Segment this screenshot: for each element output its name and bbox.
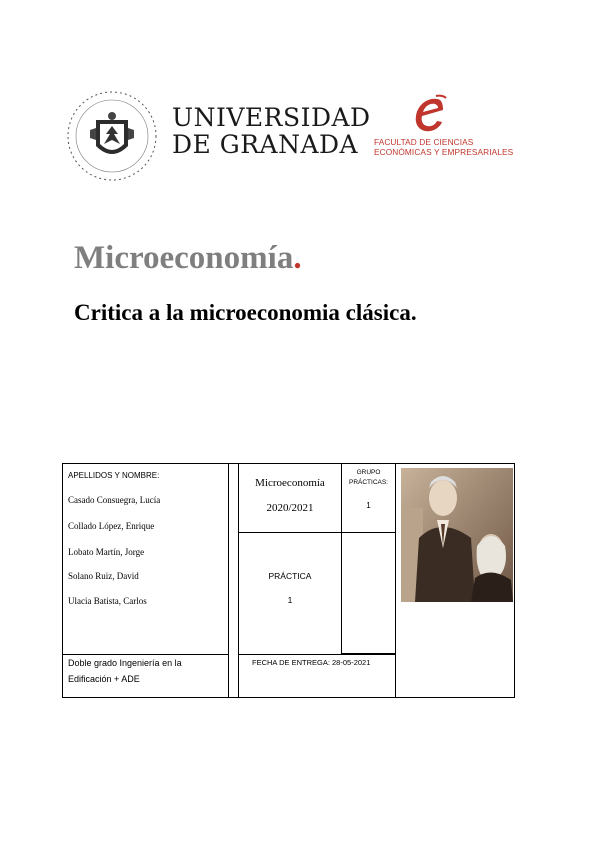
faculty-logo: [372, 94, 512, 164]
practice-value: 1: [287, 595, 293, 605]
document-title: [74, 240, 302, 277]
document-subtitle: Critica a la microeconomia clásica.: [74, 300, 417, 325]
practice-label: PRÁCTICA: [268, 571, 312, 581]
names-label: APELLIDOS Y NOMBRE:: [68, 471, 160, 480]
academic-year: 2020/2021: [266, 502, 314, 514]
university-seal-icon: [66, 90, 158, 182]
university-name: [172, 104, 371, 158]
delivery-date: FECHA DE ENTREGA: 28-05-2021: [252, 658, 371, 667]
table-divider: [239, 532, 396, 533]
faculty-name-line2: ECONÓMICAS Y EMPRESARIALES: [374, 146, 514, 157]
student-name: Collado López, Enrique: [68, 521, 155, 531]
student-name: Ulacia Batista, Carlos: [68, 596, 147, 606]
university-name-line1: UNIVERSIDAD: [172, 103, 371, 132]
degree-line2: Edificación + ADE: [68, 674, 140, 684]
faculty-e-icon: [410, 94, 450, 138]
student-name: Lobato Martín, Jorge: [68, 547, 145, 557]
document-title-dot: .: [293, 240, 302, 276]
faculty-name-line1: FACULTAD DE CIENCIAS: [374, 137, 474, 147]
student-name: Solano Ruiz, David: [68, 571, 139, 581]
table-divider: [62, 654, 229, 655]
faculty-name: [374, 138, 513, 157]
degree-line1: Doble grado Ingeniería en la: [68, 658, 182, 668]
university-name-line2: DE GRANADA: [172, 130, 359, 159]
economists-photo: [401, 468, 513, 602]
group-label-line1: GRUPO: [356, 469, 381, 476]
document-title-text: Microeconomía: [74, 240, 294, 276]
group-value: 1: [366, 501, 371, 510]
table-divider: [228, 463, 239, 698]
subject-name: Microeconomía: [255, 477, 325, 489]
student-name: Casado Consuegra, Lucía: [68, 495, 161, 505]
table-divider: [395, 463, 396, 698]
table-divider: [239, 654, 396, 655]
table-divider: [341, 463, 396, 654]
group-label-line2: PRÁCTICAS:: [348, 479, 388, 486]
